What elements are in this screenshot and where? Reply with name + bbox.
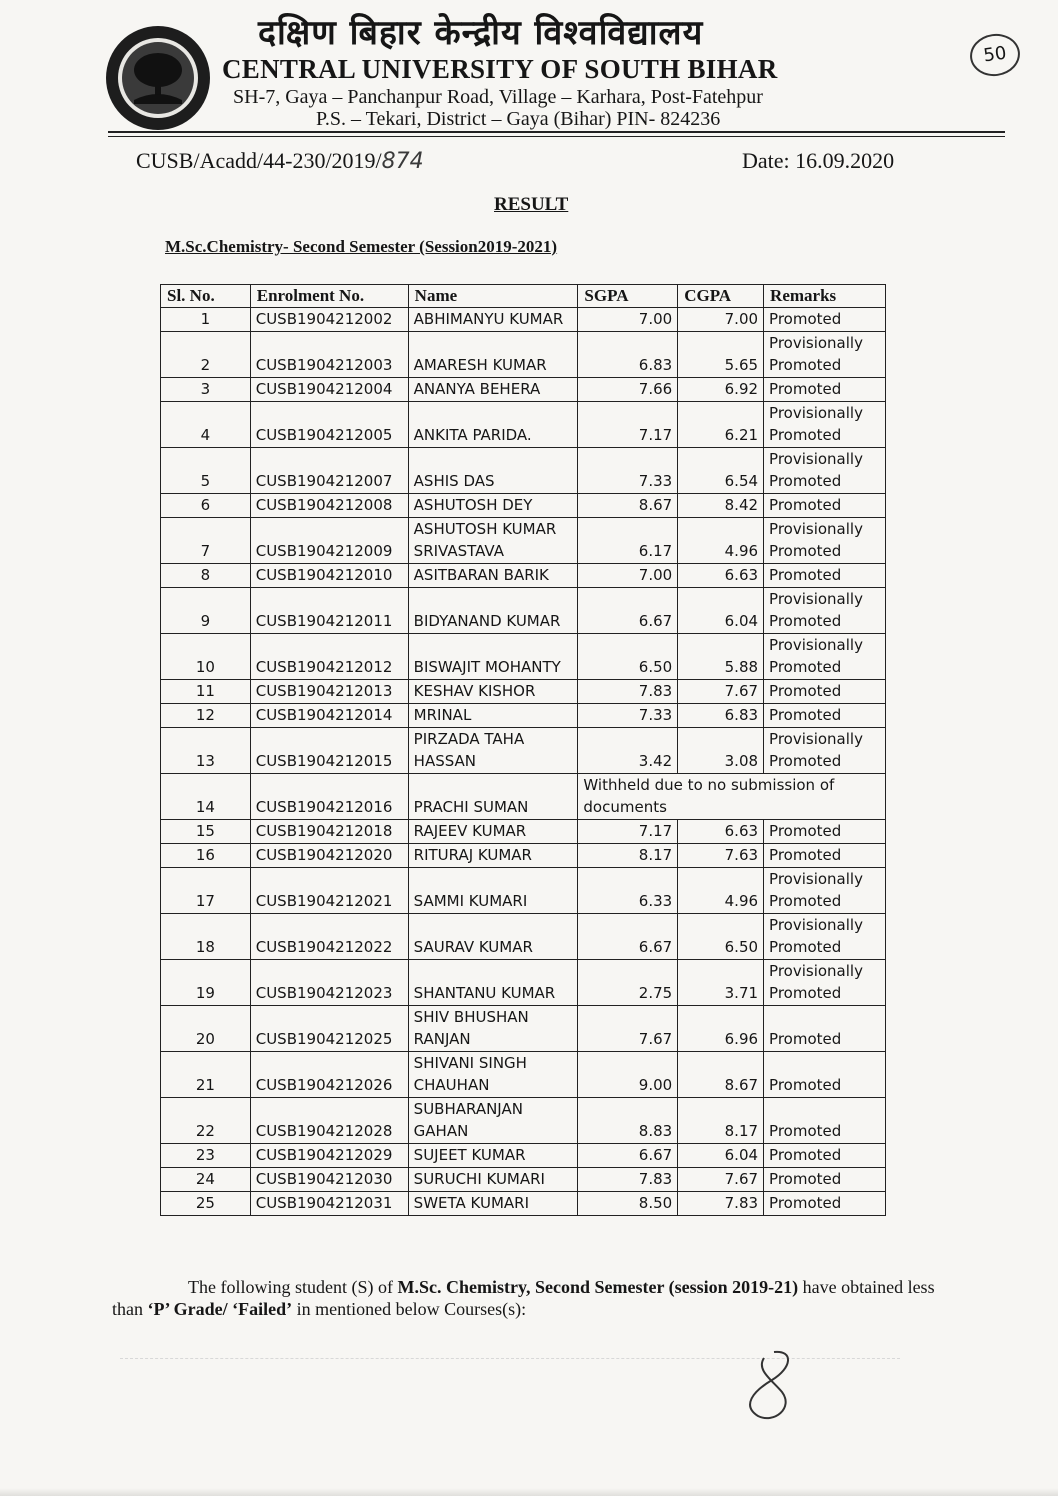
header-rule-thin: [108, 136, 1005, 137]
cell-sgpa: 6.33: [578, 868, 678, 914]
cell-sgpa: 8.17: [578, 844, 678, 868]
cell-sgpa: 8.83: [578, 1098, 678, 1144]
header-remarks: Remarks: [764, 285, 886, 308]
cell-enrolment: CUSB1904212010: [250, 564, 408, 588]
cell-sl-no: 17: [161, 868, 251, 914]
cell-sl-no: 19: [161, 960, 251, 1006]
cell-sl-no: 18: [161, 914, 251, 960]
cell-name: SHANTANU KUMAR: [408, 960, 578, 1006]
cell-enrolment: CUSB1904212018: [250, 820, 408, 844]
cell-remarks: Promoted: [764, 1192, 886, 1216]
table-row: [161, 868, 886, 914]
cell-remarks: Promoted: [764, 680, 886, 704]
cell-name: BIDYANAND KUMAR: [408, 588, 578, 634]
cell-enrolment: CUSB1904212004: [250, 378, 408, 402]
cell-name: RAJEEV KUMAR: [408, 820, 578, 844]
cell-enrolment: CUSB1904212015: [250, 728, 408, 774]
table-row: [161, 1168, 886, 1192]
university-logo: [104, 24, 212, 132]
table-row: [161, 680, 886, 704]
cell-name: ABHIMANYU KUMAR: [408, 308, 578, 332]
cell-cgpa: 6.92: [678, 378, 764, 402]
cell-remarks: Promoted: [764, 1052, 886, 1098]
cell-remarks: Provisionally Promoted: [764, 588, 886, 634]
cell-sl-no: 11: [161, 680, 251, 704]
cell-sgpa: 3.42: [578, 728, 678, 774]
cell-cgpa: 3.08: [678, 728, 764, 774]
table-row: [161, 914, 886, 960]
cell-sgpa: 7.00: [578, 308, 678, 332]
cell-cgpa: 7.67: [678, 1168, 764, 1192]
cell-remarks: Promoted: [764, 820, 886, 844]
cell-enrolment: CUSB1904212030: [250, 1168, 408, 1192]
result-heading: RESULT: [494, 194, 569, 215]
cell-cgpa: 6.04: [678, 588, 764, 634]
note-text-3: in mentioned below Courses(s):: [292, 1299, 527, 1319]
cell-sl-no: 24: [161, 1168, 251, 1192]
cell-cgpa: 8.42: [678, 494, 764, 518]
cell-sgpa: 7.67: [578, 1006, 678, 1052]
university-name: CENTRAL UNIVERSITY OF SOUTH BIHAR: [222, 54, 778, 84]
note-bold-2: ‘P’ Grade/ ‘Failed’: [147, 1299, 293, 1319]
cell-sl-no: 14: [161, 774, 251, 820]
cell-sgpa: 7.17: [578, 402, 678, 448]
cell-cgpa: 8.67: [678, 1052, 764, 1098]
cell-cgpa: 3.71: [678, 960, 764, 1006]
table-row: [161, 1098, 886, 1144]
cell-name: BISWAJIT MOHANTY: [408, 634, 578, 680]
note-text-1: The following student (S) of: [188, 1277, 398, 1297]
cell-enrolment: CUSB1904212007: [250, 448, 408, 494]
header-name: Name: [408, 285, 578, 308]
cell-enrolment: CUSB1904212009: [250, 518, 408, 564]
table-row: [161, 960, 886, 1006]
cell-name: SHIVANI SINGH CHAUHAN: [408, 1052, 578, 1098]
header-cgpa: CGPA: [678, 285, 764, 308]
cell-enrolment: CUSB1904212013: [250, 680, 408, 704]
cell-sgpa: 6.50: [578, 634, 678, 680]
cell-enrolment: CUSB1904212021: [250, 868, 408, 914]
table-row: [161, 402, 886, 448]
university-name-hindi: दक्षिण बिहार केन्द्रीय विश्वविद्यालय: [258, 13, 704, 53]
note-bold-1: M.Sc. Chemistry, Second Semester (session 2019-21): [397, 1277, 799, 1297]
cell-name: AMARESH KUMAR: [408, 332, 578, 378]
table-row: [161, 634, 886, 680]
table-row: [161, 332, 886, 378]
reference-prefix: CUSB/Acadd/44-230/2019/: [136, 148, 382, 173]
cell-sl-no: 21: [161, 1052, 251, 1098]
header-enrolment: Enrolment No.: [250, 285, 408, 308]
page-mark: 50: [967, 31, 1022, 80]
table-row: [161, 728, 886, 774]
cell-enrolment: CUSB1904212014: [250, 704, 408, 728]
cell-sgpa: 6.67: [578, 914, 678, 960]
results-table: [160, 284, 886, 1216]
cell-remarks: Promoted: [764, 378, 886, 402]
cell-cgpa: 6.04: [678, 1144, 764, 1168]
cell-sgpa: 6.83: [578, 332, 678, 378]
cell-sl-no: 1: [161, 308, 251, 332]
cell-cgpa: 6.63: [678, 820, 764, 844]
cell-remarks: Provisionally Promoted: [764, 448, 886, 494]
cell-sgpa: 6.67: [578, 1144, 678, 1168]
cell-remarks: Provisionally Promoted: [764, 914, 886, 960]
cell-name: SAMMI KUMARI: [408, 868, 578, 914]
cell-cgpa: 8.17: [678, 1098, 764, 1144]
table-row: [161, 378, 886, 402]
cell-sgpa: 7.83: [578, 1168, 678, 1192]
cell-sl-no: 7: [161, 518, 251, 564]
cell-cgpa: 5.88: [678, 634, 764, 680]
cell-enrolment: CUSB1904212028: [250, 1098, 408, 1144]
cell-name: PRACHI SUMAN: [408, 774, 578, 820]
cell-enrolment: CUSB1904212012: [250, 634, 408, 680]
cell-sgpa: 7.33: [578, 448, 678, 494]
header-sl-no: Sl. No.: [161, 285, 251, 308]
cell-name: ASITBARAN BARIK: [408, 564, 578, 588]
cell-cgpa: 7.63: [678, 844, 764, 868]
cell-enrolment: CUSB1904212016: [250, 774, 408, 820]
cell-sl-no: 2: [161, 332, 251, 378]
cell-name: SURUCHI KUMARI: [408, 1168, 578, 1192]
address-line-2: P.S. – Tekari, District – Gaya (Bihar) PIN- 824236: [316, 108, 721, 130]
cell-sl-no: 25: [161, 1192, 251, 1216]
cell-sgpa: 7.83: [578, 680, 678, 704]
cell-sgpa: 6.67: [578, 588, 678, 634]
cell-sl-no: 20: [161, 1006, 251, 1052]
cell-enrolment: CUSB1904212025: [250, 1006, 408, 1052]
reference-handwritten: 874: [381, 149, 424, 174]
cell-sl-no: 12: [161, 704, 251, 728]
cell-name: KESHAV KISHOR: [408, 680, 578, 704]
cell-enrolment: CUSB1904212003: [250, 332, 408, 378]
cell-name: ASHIS DAS: [408, 448, 578, 494]
table-row: [161, 1052, 886, 1098]
cell-sgpa: 8.67: [578, 494, 678, 518]
table-row: [161, 704, 886, 728]
cell-withheld-note: Withheld due to no submission of documents: [578, 774, 886, 820]
table-row: [161, 1192, 886, 1216]
cell-remarks: Promoted: [764, 494, 886, 518]
table-row: [161, 820, 886, 844]
cell-name: ANKITA PARIDA.: [408, 402, 578, 448]
cell-enrolment: CUSB1904212022: [250, 914, 408, 960]
cell-name: RITURAJ KUMAR: [408, 844, 578, 868]
cell-remarks: Promoted: [764, 308, 886, 332]
cell-sl-no: 22: [161, 1098, 251, 1144]
failed-note: [112, 1276, 942, 1320]
table-row: [161, 308, 886, 332]
cell-sl-no: 23: [161, 1144, 251, 1168]
program-subtitle: M.Sc.Chemistry- Second Semester (Session2019-2021): [165, 237, 558, 256]
cell-remarks: Provisionally Promoted: [764, 728, 886, 774]
cell-enrolment: CUSB1904212023: [250, 960, 408, 1006]
cell-enrolment: CUSB1904212011: [250, 588, 408, 634]
table-row: [161, 518, 886, 564]
cell-sgpa: 9.00: [578, 1052, 678, 1098]
cell-remarks: Provisionally Promoted: [764, 868, 886, 914]
cell-sl-no: 4: [161, 402, 251, 448]
cell-name: MRINAL: [408, 704, 578, 728]
cell-cgpa: 6.21: [678, 402, 764, 448]
cell-cgpa: 4.96: [678, 518, 764, 564]
cell-remarks: Promoted: [764, 1098, 886, 1144]
table-header-row: [161, 285, 886, 308]
cell-cgpa: 6.63: [678, 564, 764, 588]
cell-remarks: Promoted: [764, 844, 886, 868]
cell-name: ASHUTOSH DEY: [408, 494, 578, 518]
cell-cgpa: 6.83: [678, 704, 764, 728]
cell-remarks: Provisionally Promoted: [764, 332, 886, 378]
signature-icon: [734, 1346, 804, 1422]
cell-sl-no: 16: [161, 844, 251, 868]
cell-sgpa: 7.17: [578, 820, 678, 844]
cell-cgpa: 7.83: [678, 1192, 764, 1216]
cell-enrolment: CUSB1904212008: [250, 494, 408, 518]
cell-name: SAURAV KUMAR: [408, 914, 578, 960]
page-edge: [0, 1488, 1058, 1496]
cell-cgpa: 7.67: [678, 680, 764, 704]
cell-sgpa: 8.50: [578, 1192, 678, 1216]
cell-sl-no: 9: [161, 588, 251, 634]
cell-cgpa: 6.50: [678, 914, 764, 960]
table-body: [161, 308, 886, 1216]
cell-enrolment: CUSB1904212031: [250, 1192, 408, 1216]
cell-sgpa: 7.00: [578, 564, 678, 588]
cell-remarks: Provisionally Promoted: [764, 960, 886, 1006]
cell-remarks: Promoted: [764, 564, 886, 588]
cell-name: SUJEET KUMAR: [408, 1144, 578, 1168]
cell-enrolment: CUSB1904212029: [250, 1144, 408, 1168]
document-date: Date: 16.09.2020: [742, 148, 895, 173]
cell-remarks: Promoted: [764, 704, 886, 728]
cell-name: SWETA KUMARI: [408, 1192, 578, 1216]
cell-sl-no: 15: [161, 820, 251, 844]
cell-cgpa: 4.96: [678, 868, 764, 914]
cell-sl-no: 8: [161, 564, 251, 588]
cell-remarks: Provisionally Promoted: [764, 518, 886, 564]
cell-remarks: Promoted: [764, 1168, 886, 1192]
address-line-1: SH-7, Gaya – Panchanpur Road, Village – Karhara, Post-Fatehpur: [233, 86, 763, 108]
cell-cgpa: 7.00: [678, 308, 764, 332]
cell-name: ASHUTOSH KUMAR SRIVASTAVA: [408, 518, 578, 564]
cell-remarks: Provisionally Promoted: [764, 402, 886, 448]
cell-sl-no: 5: [161, 448, 251, 494]
cell-name: SUBHARANJAN GAHAN: [408, 1098, 578, 1144]
table-row: [161, 448, 886, 494]
table-row: [161, 1006, 886, 1052]
header-sgpa: SGPA: [578, 285, 678, 308]
cell-remarks: Promoted: [764, 1006, 886, 1052]
header-rule: [108, 131, 1005, 133]
cell-cgpa: 6.54: [678, 448, 764, 494]
table-row: [161, 844, 886, 868]
cell-sl-no: 13: [161, 728, 251, 774]
table-row: [161, 564, 886, 588]
cell-sl-no: 10: [161, 634, 251, 680]
cell-remarks: Provisionally Promoted: [764, 634, 886, 680]
cell-sgpa: 6.17: [578, 518, 678, 564]
table-row: [161, 1144, 886, 1168]
table-row: [161, 774, 886, 820]
cell-sl-no: 3: [161, 378, 251, 402]
cell-enrolment: CUSB1904212026: [250, 1052, 408, 1098]
cell-sgpa: 2.75: [578, 960, 678, 1006]
reference-number: [136, 148, 424, 174]
note-text-2: have obtained less than: [112, 1277, 935, 1319]
cell-sgpa: 7.33: [578, 704, 678, 728]
table-row: [161, 588, 886, 634]
cell-remarks: Promoted: [764, 1144, 886, 1168]
cell-enrolment: CUSB1904212002: [250, 308, 408, 332]
cell-sgpa: 7.66: [578, 378, 678, 402]
cell-cgpa: 5.65: [678, 332, 764, 378]
table-row: [161, 494, 886, 518]
cell-sl-no: 6: [161, 494, 251, 518]
cell-name: PIRZADA TAHA HASSAN: [408, 728, 578, 774]
cell-name: SHIV BHUSHAN RANJAN: [408, 1006, 578, 1052]
cell-cgpa: 6.96: [678, 1006, 764, 1052]
cell-enrolment: CUSB1904212020: [250, 844, 408, 868]
cell-enrolment: CUSB1904212005: [250, 402, 408, 448]
cell-name: ANANYA BEHERA: [408, 378, 578, 402]
